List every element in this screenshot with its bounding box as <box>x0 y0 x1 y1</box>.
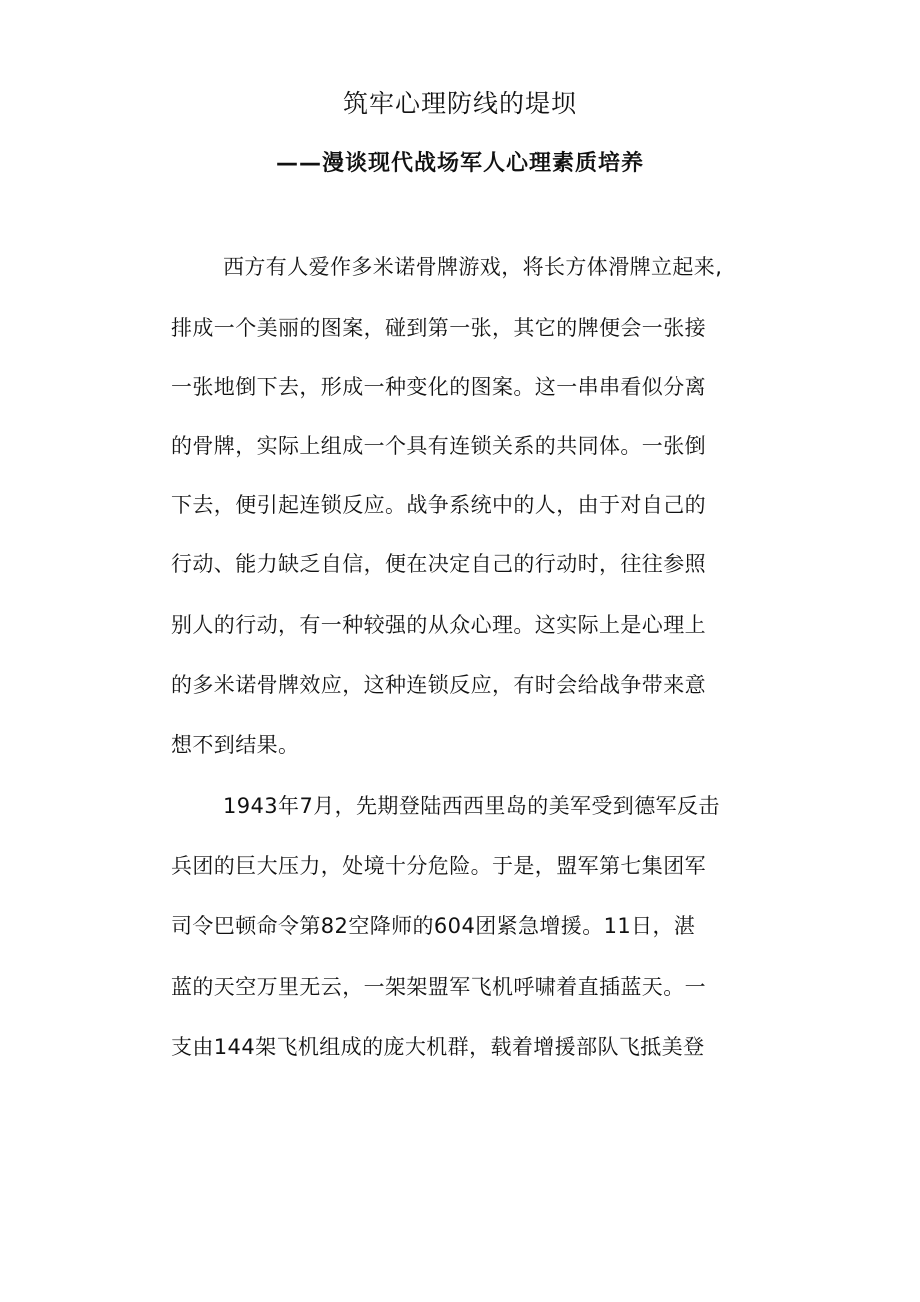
paragraph-2-line-1: 1943年7月，先期登陆西西里岛的美军受到德军反击 <box>223 794 720 818</box>
paragraph-1-line-6: 行动、能力缺乏自信，便在决定自己的行动时，往往参照 <box>171 552 706 576</box>
paragraph-2-line-2: 兵团的巨大压力，处境十分危险。于是，盟军第七集团军 <box>171 854 706 878</box>
paragraph-1-line-7: 别人的行动，有一种较强的从众心理。这实际上是心理上 <box>171 613 706 637</box>
document-title: 筑牢心理防线的堤坝 <box>342 89 577 118</box>
paragraph-1-line-5: 下去，便引起连锁反应。战争系统中的人，由于对自己的 <box>171 493 706 517</box>
paragraph-2-line-3: 司令巴顿命令第82空降师的604团紧急增援。11日，湛 <box>171 914 696 938</box>
paragraph-1-line-4: 的骨牌，实际上组成一个具有连锁关系的共同体。一张倒 <box>171 434 706 458</box>
document-subtitle: ——漫谈现代战场军人心理素质培养 <box>275 151 644 176</box>
paragraph-1-line-8: 的多米诺骨牌效应，这种连锁反应，有时会给战争带来意 <box>171 673 706 697</box>
paragraph-1-line-9: 想不到结果。 <box>171 733 300 757</box>
paragraph-2-line-5: 支由144架飞机组成的庞大机群，载着增援部队飞抵美登 <box>171 1035 705 1059</box>
paragraph-1-line-3: 一张地倒下去，形成一种变化的图案。这一串串看似分离 <box>171 375 706 399</box>
paragraph-1-line-2: 排成一个美丽的图案，碰到第一张，其它的牌便会一张接 <box>171 316 706 340</box>
paragraph-1-line-1: 西方有人爱作多米诺骨牌游戏，将长方体滑牌立起来, <box>223 255 723 279</box>
paragraph-2-line-4: 蓝的天空万里无云，一架架盟军飞机呼啸着直插蓝天。一 <box>171 975 706 999</box>
